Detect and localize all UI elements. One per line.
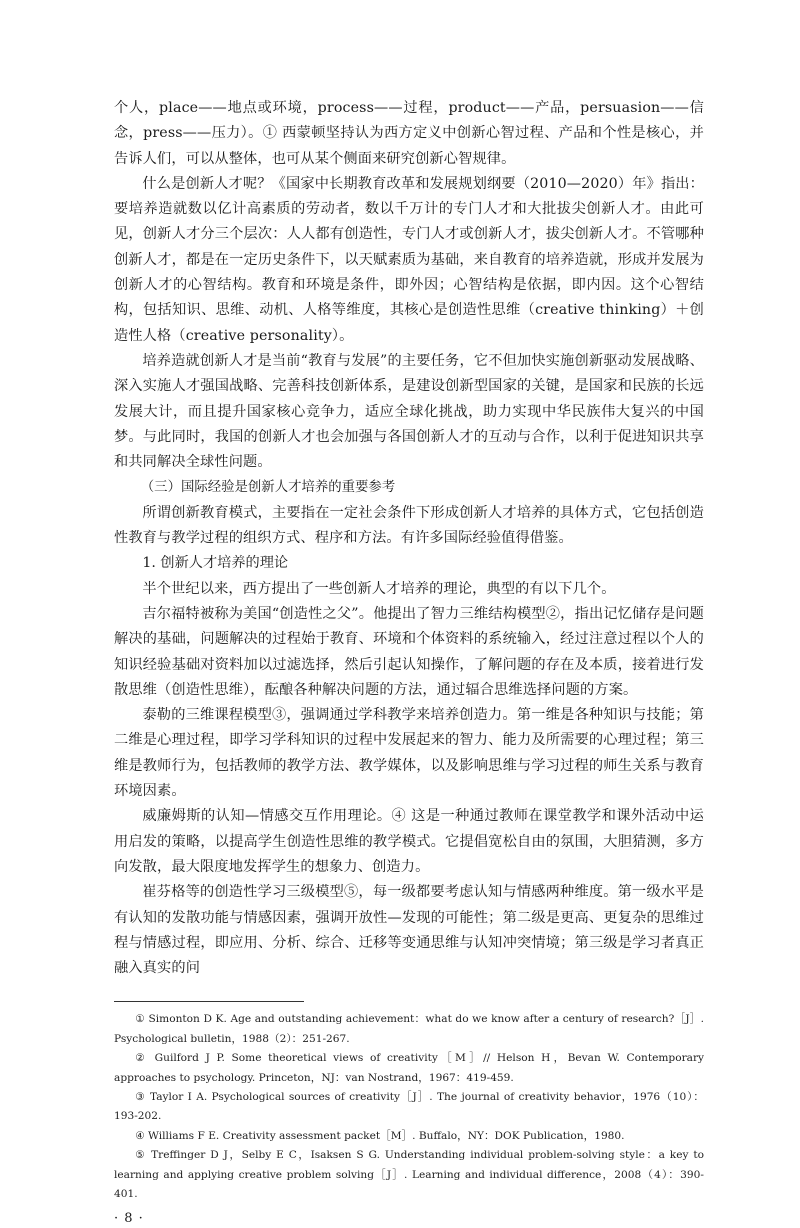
footnote: ② Guilford J P. Some theoretical views of creativity［M］// Helson H，Bevan W. Contemporary approaches to psychology. Princeton，NJ：van Nostrand，1967：419-459. bbox=[114, 1052, 704, 1084]
body-paragraph: 吉尔福特被称为美国“创造性之父”。他提出了智力三维结构模型②，指出记忆储存是问题解决的基础，问题解决的过程始于教育、环境和个体资料的系统输入，经过注意过程以个人的知识经验基础对资料加以过滤选择，然后引起认知操作，了解问题的存在及本质，接着进行发散思维（创造性思维），酝酿各种解决问题的方法，通过辐合思维选择问题的方案。 bbox=[114, 605, 704, 698]
body-paragraph: 什么是创新人才呢？《国家中长期教育改革和发展规划纲要（2010—2020）年》指出：要培养造就数以亿计高素质的劳动者，数以千万计的专门人才和大批拔尖创新人才。由此可见，创新人才分三个层次：人人都有创造性，专门人才或创新人才，拔尖创新人才。不管哪种创新人才，都是在一定历史条件下，以天赋素质为基础，来自教育的培养造就，形成并发展为创新人才的心智结构。教育和环境是条件，即外因；心智结构是依据，即内因。这个心智结构，包括知识、思维、动机、人格等维度，其核心是创造性思维（creative thinking）＋创造性人格（creative personality）。 bbox=[114, 175, 704, 344]
footnote: ① Simonton D K. Age and outstanding achievement：what do we know after a century of research?［J］. Psychological bulletin，1988（2）：251-267. bbox=[114, 1013, 704, 1045]
body-paragraph: 半个世纪以来，西方提出了一些创新人才培养的理论，典型的有以下几个。 bbox=[142, 580, 616, 597]
body-paragraph: 培养造就创新人才是当前“教育与发展”的主要任务，它不但加快实施创新驱动发展战略、深入实施人才强国战略、完善科技创新体系，是建设创新型国家的关键，是国家和民族的长远发展大计，而且提升国家核心竞争力，适应全球化挑战，助力实现中华民族伟大复兴的中国梦。与此同时，我国的创新人才也会加强与各国创新人才的互动与合作，以利于促进知识共享和共同解决全球性问题。 bbox=[114, 352, 704, 471]
footnote: ④ Williams F E. Creativity assessment packet［M］. Buffalo，NY：DOK Publication，1980. bbox=[135, 1129, 625, 1142]
body-paragraph: 所谓创新教育模式，主要指在一定社会条件下形成创新人才培养的具体方式，它包括创造性教育与教学过程的组织方式、程序和方法。有许多国际经验值得借鉴。 bbox=[114, 504, 704, 547]
body-paragraph: 威廉姆斯的认知—情感交互作用理论。④ 这是一种通过教师在课堂教学和课外活动中运用启发的策略，以提高学生创造性思维的教学模式。它提倡宽松自由的氛围，大胆猜测，多方向发散，最大限度地发挥学生的想象力、创造力。 bbox=[114, 808, 704, 875]
body-paragraph: 个人，place——地点或环境，process——过程，product——产品，persuasion——信念，press——压力）。① 西蒙顿坚持认为西方定义中创新心智过程、产品和个性是核心，并告诉人们，可以从整体，也可从某个侧面来研究创新心智规律。 bbox=[114, 100, 704, 167]
document-page bbox=[114, 96, 704, 1228]
footnote: ⑤ Treffinger D J，Selby E C，Isaksen S G. Understanding individual problem-solving style：a key to learning and applying creative problem solving［J］. Learning and individual difference，2008（4）：390-401. bbox=[114, 1149, 704, 1201]
subsection-heading: 1. 创新人才培养的理论 bbox=[142, 555, 289, 572]
section-heading: （三）国际经验是创新人才培养的重要参考 bbox=[140, 480, 396, 496]
footnote-divider bbox=[114, 1001, 304, 1002]
body-paragraph: 崔芬格等的创造性学习三级模型⑤，每一级都要考虑认知与情感两种维度。第一级水平是有认知的发散功能与情感因素，强调开放性—发现的可能性；第二级是更高、更复杂的思维过程与情感过程，即应用、分析、综合、迁移等变通思维与认知冲突情境；第三级是学习者真正融入真实的问 bbox=[114, 884, 704, 977]
footnote: ③ Taylor I A. Psychological sources of creativity［J］. The journal of creativity behavior，1976（10）：193-202. bbox=[114, 1091, 704, 1123]
page-number: · 8 · bbox=[114, 1211, 144, 1227]
body-paragraph: 泰勒的三维课程模型③，强调通过学科教学来培养创造力。第一维是各种知识与技能；第二维是心理过程，即学习学科知识的过程中发展起来的智力、能力及所需要的心理过程；第三维是教师行为，包括教师的教学方法、教学媒体，以及影响思维与学习过程的师生关系与教育环境因素。 bbox=[114, 707, 704, 800]
